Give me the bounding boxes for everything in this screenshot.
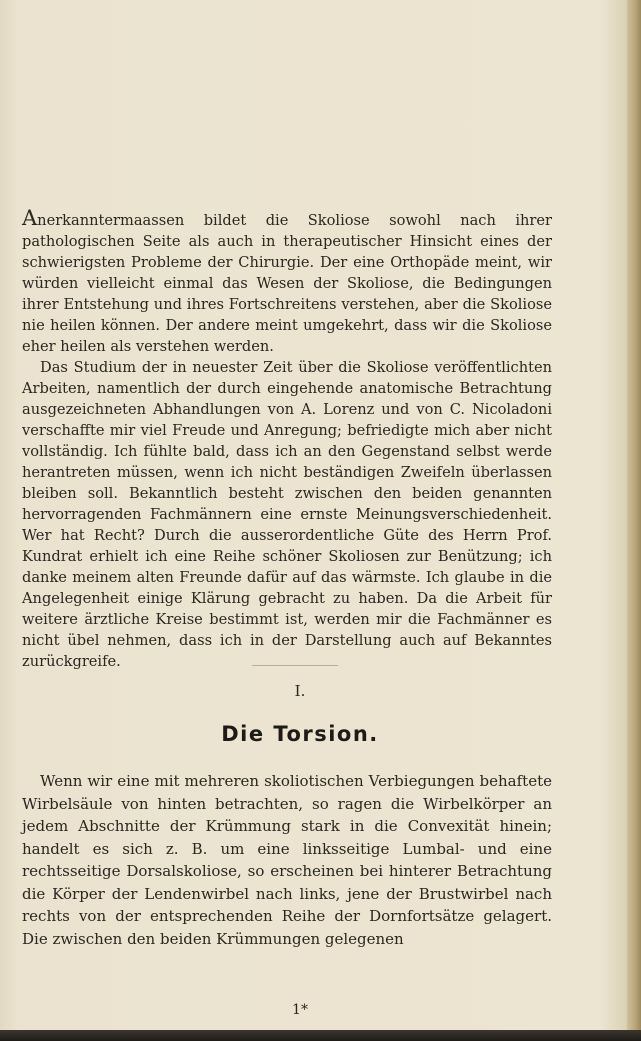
intro-paragraph-2: Das Studium der in neuester Zeit über die Skoliose veröffentlichten Arbeiten, namentlich der durch eingehende anatomische Betrachtung ausgezeichneten Abhandlungen von A. Lorenz und von C. Nicoladoni verschaffte mir viel Freude und Anregung; befriedigte mich aber nicht vollständig. Ich fühlte bald, dass ich an den Gegenstand selbst werde herantreten müssen, wenn ich nicht beständigen Zweifeln überlassen bleiben soll. Bekanntlich besteht zwischen den beiden genannten hervorragenden Fachmännern eine ernste Meinungsverschiedenheit. Wer hat Recht? Durch die ausserordentliche Güte des Herrn Prof. Kundrat erhielt ich eine Reihe schöner Skoliosen zur Benützung; ich danke meinem alten Freunde dafür auf das wärmste. Ich glaube in die Angelegenheit einige Klärung gebracht zu haben. Da die Arbeit für weitere ärztliche Kreise bestimmt ist, werden mir die Fachmänner es nicht übel nehmen, dass ich in der Darstellung auch auf Bekanntes zurückgreife. [22,359,552,670]
section-body-text [22,770,552,950]
page-edge-shadow [627,0,641,1041]
body-paragraph-1: Wenn wir eine mit mehreren skoliotischen Verbiegungen behaftete Wirbelsäule von hinten betrachten, so ragen die Wirbelkörper an jedem Abschnitte der Krümmung stark in die Convexität hinein; handelt es sich z. B. um eine linksseitige Lumbal- und eine rechtsseitige Dorsalskoliose, so erscheinen bei hinterer Betrachtung die Körper der Lendenwirbel nach links, jene der Brustwirbel nach rechts von der entsprechenden Reihe der Dornfortsätze gelagert. Die zwischen den beiden Krümmungen gelegenen [22,772,552,948]
intro-paragraph-1 [22,208,552,357]
initial-letter: A [22,206,38,230]
bottom-edge-band [0,1030,641,1041]
section-number: I. [294,682,306,700]
introduction-text [22,208,552,672]
section-divider [252,665,338,666]
section-title: Die Torsion. [221,722,379,746]
signature-mark: 1* [292,1002,308,1018]
intro-paragraph-1-text: nerkanntermaassen bildet die Skoliose sowohl nach ihrer pathologischen Seite als auch in therapeutischer Hinsicht eines der schwierigsten Probleme der Chirurgie. Der eine Orthopäde meint, wir würden vielleicht einmal das Wesen der Skoliose, die Bedingungen ihrer Entstehung und ihres Fortschreitens verstehen, aber die Skoliose nie heilen können. Der andere meint umgekehrt, dass wir die Skoliose eher heilen als verstehen werden. [22,212,552,355]
